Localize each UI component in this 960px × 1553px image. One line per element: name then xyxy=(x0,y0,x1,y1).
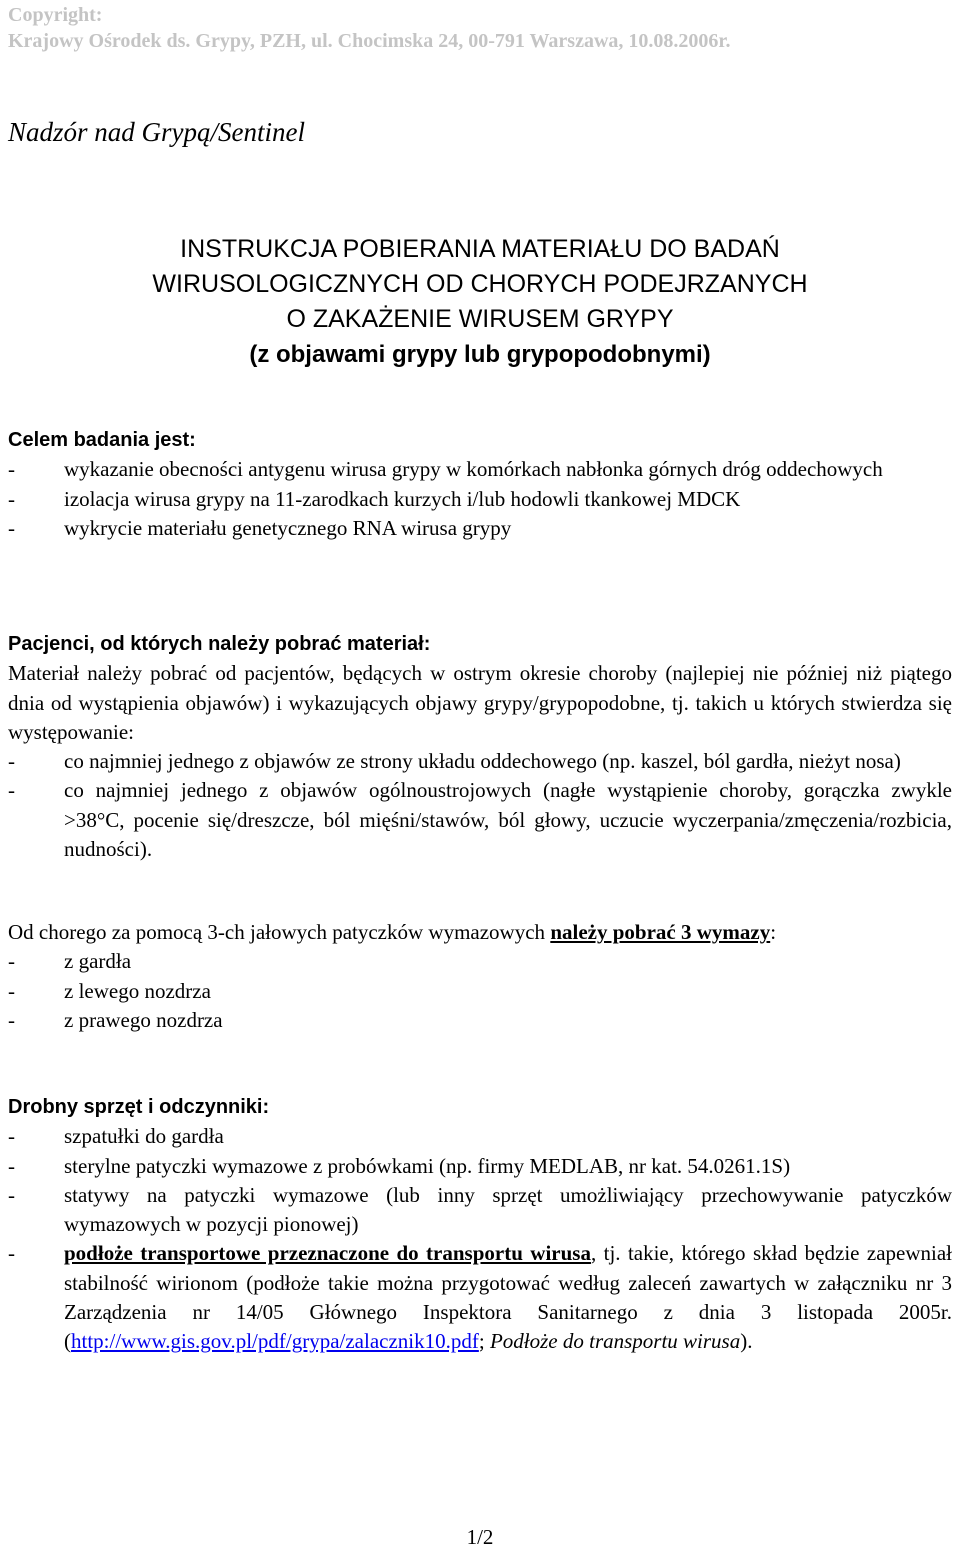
copyright-label: Copyright: xyxy=(8,4,103,26)
page-number: 1/2 xyxy=(466,1525,494,1549)
list-item: - co najmniej jednego z objawów ze strony układu oddechowego (np. kaszel, ból gardła, nieżyt nosa) xyxy=(8,749,901,774)
list-item: - podłoże transportowe przeznaczone do transportu wirusa, tj. takie, którego skład będzie zapewniał stabilność wirionom (podłoże takie można przygotować według zaleceń zawartych w załączniku nr 3 Zarządzenia nr 14/05 Głównego Inspektora Sanitarnego z dnia 3 listopada 2005r. (http://www.gis.gov.pl/pdf/grypa/zalacznik10.pdf; Podłoże do transportu wirusa). xyxy=(8,1241,953,1354)
swabs-section xyxy=(8,918,952,1035)
list-item: - sterylne patyczki wymazowe z probówkami (np. firmy MEDLAB, nr kat. 54.0261.1S) xyxy=(8,1153,791,1178)
title-line-2: WIRUSOLOGICZNYCH OD CHORYCH PODEJRZANYCH xyxy=(152,270,808,298)
swabs-intro: Od chorego za pomocą 3-ch jałowych patyczków wymazowych należy pobrać 3 wymazy: xyxy=(8,920,777,944)
patients-intro: Materiał należy pobrać od pacjentów, będących w ostrym okresie choroby (najlepiej nie później niż piątego dnia od wystąpienia objawów) i wykazujących objawy grypy/grypopodobne, tj. takich u których stwierdza się występowanie: xyxy=(8,661,952,744)
transport-medium-reference: Podłoże do transportu wirusa xyxy=(489,1329,741,1354)
list-item: - wykrycie materiału genetycznego RNA wirusa grypy xyxy=(8,515,512,540)
document-title xyxy=(0,232,960,372)
list-item: - co najmniej jednego z objawów ogólnoustrojowych (nagłe wystąpienie choroby, gorączka zwykle >38°C, pocenie się/dreszcze, ból mięśni/stawów, ból głowy, uczucie wyczerpania/zmęczenia/rozbicia, nudności). xyxy=(8,778,952,862)
list-item: - z gardła xyxy=(8,949,132,974)
patients-heading: Pacjenci, od których należy pobrać materiał: xyxy=(8,633,431,655)
list-item: - z lewego nozdrza xyxy=(8,978,211,1003)
title-line-1: INSTRUKCJA POBIERANIA MATERIAŁU DO BADAŃ xyxy=(180,235,780,263)
gis-link[interactable]: http://www.gis.gov.pl/pdf/grypa/zalacznik10.pdf xyxy=(71,1329,479,1354)
patients-section xyxy=(8,630,952,864)
purpose-heading: Celem badania jest: xyxy=(8,429,196,451)
equipment-heading: Drobny sprzęt i odczynniki: xyxy=(8,1096,270,1118)
section-label-sentinel: Nadzór nad Grypą/Sentinel xyxy=(8,117,305,147)
swabs-emphasis: należy pobrać 3 wymazy xyxy=(550,920,771,944)
title-line-3: O ZAKAŻENIE WIRUSEM GRYPY xyxy=(286,305,674,333)
list-item: - izolacja wirusa grypy na 11-zarodkach kurzych i/lub hodowli tkankowej MDCK xyxy=(8,486,741,511)
transport-medium-emphasis: podłoże transportowe przeznaczone do transportu wirusa xyxy=(64,1241,591,1266)
list-item: - z prawego nozdrza xyxy=(8,1007,223,1032)
list-item: - wykazanie obecności antygenu wirusa grypy w komórkach nabłonka górnych dróg oddechowych xyxy=(8,457,883,482)
copyright-text: Krajowy Ośrodek ds. Grypy, PZH, ul. Chocimska 24, 00-791 Warszawa, 10.08.2006r. xyxy=(8,30,731,52)
equipment-section xyxy=(8,1093,952,1357)
title-line-4: (z objawami grypy lub grypopodobnymi) xyxy=(249,341,711,368)
list-item: - szpatułki do gardła xyxy=(8,1124,224,1149)
list-item: - statywy na patyczki wymazowe (lub inny sprzęt umożliwiający przechowywanie patyczków wymazowych w pozycji pionowej) xyxy=(8,1182,952,1237)
copyright-notice xyxy=(8,2,730,54)
purpose-section xyxy=(8,426,952,543)
